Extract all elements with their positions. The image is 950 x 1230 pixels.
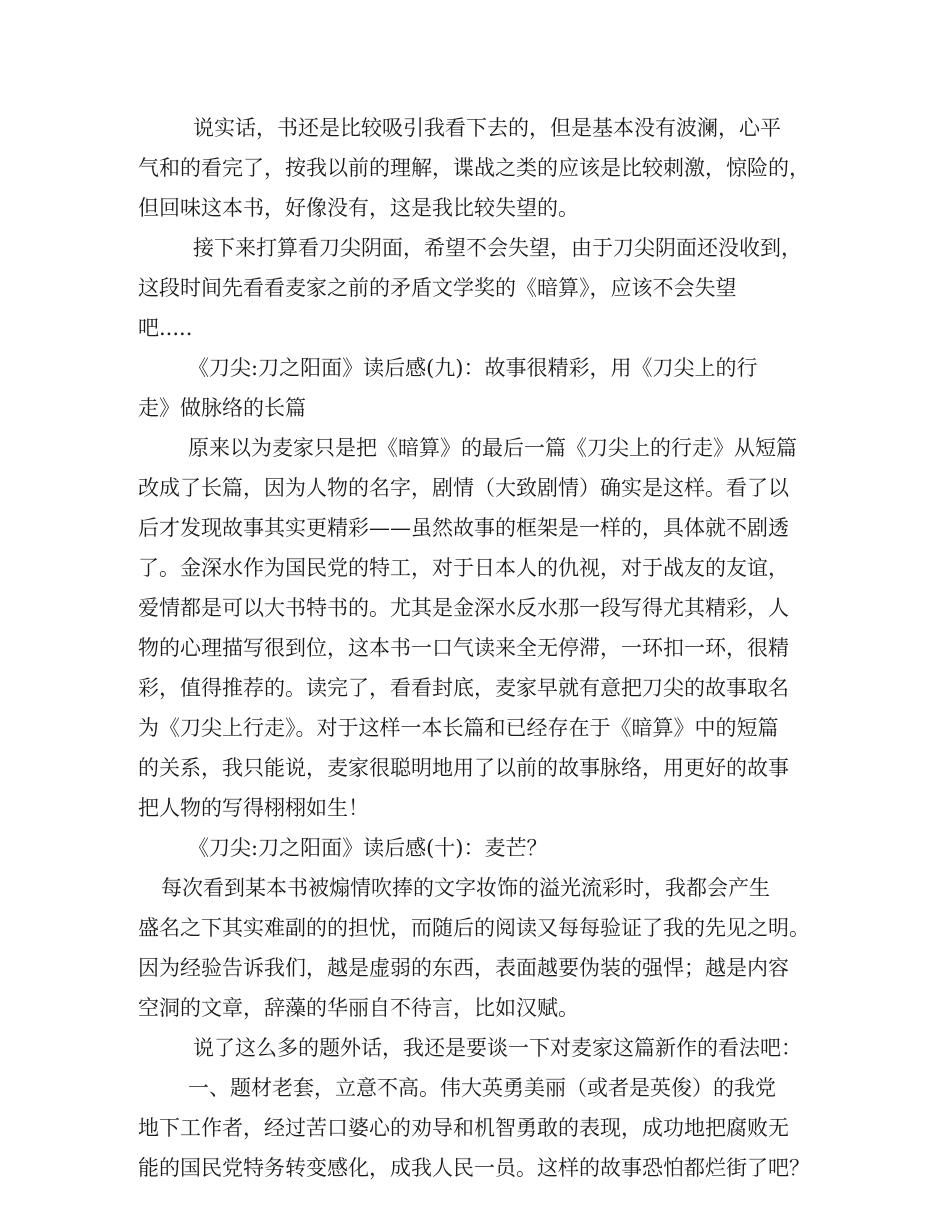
text-line: 爱情都是可以大书特书的。尤其是金深水反水那一段写得尤其精彩，人 (138, 596, 789, 620)
text-line: 空洞的文章，辞藻的华丽自不待言，比如汉赋。 (138, 996, 579, 1020)
text-line: 这段时间先看看麦家之前的矛盾文学奖的《暗算》，应该不会失望 (138, 276, 737, 300)
text-line: 接下来打算看刀尖阴面，希望不会失望，由于刀尖阴面还没收到， (193, 236, 802, 260)
text-line: 改成了长篇，因为人物的名字，剧情（大致剧情）确实是这样。看了以 (138, 476, 789, 500)
text-line: 但回味这本书，好像没有，这是我比较失望的。 (138, 196, 579, 220)
text-line: 说了这么多的题外话，我还是要谈一下对麦家这篇新作的看法吧： (193, 1036, 802, 1060)
text-line: 后才发现故事其实更精彩——虽然故事的框架是一样的，具体就不剧透 (138, 516, 789, 540)
text-line: 盛名之下其实难副的的担忧，而随后的阅读又每每验证了我的先见之明。 (138, 916, 810, 940)
text-line: 为《刀尖上行走》。对于这样一本长篇和已经存在于《暗算》中的短篇 (138, 716, 779, 740)
text-line: 彩，值得推荐的。读完了，看看封底，麦家早就有意把刀尖的故事取名 (138, 676, 789, 700)
text-line: 气和的看完了，按我以前的理解，谍战之类的应该是比较刺激，惊险的， (138, 156, 810, 180)
text-line: 一、题材老套，立意不高。伟大英勇美丽（或者是英俊）的我党 (188, 1076, 776, 1100)
text-line: 了。金深水作为国民党的特工，对于日本人的仇视，对于战友的友谊， (138, 556, 789, 580)
section-heading: 《刀尖:刀之阳面》读后感(十)：麦芒？ (188, 836, 548, 860)
text-line: 地下工作者，经过苦口婆心的劝导和机智勇敢的表现，成功地把腐败无 (138, 1116, 789, 1140)
section-heading: 《刀尖:刀之阳面》读后感(九)：故事很精彩，用《刀尖上的行 (188, 356, 758, 380)
text-line: 把人物的写得栩栩如生！ (138, 796, 369, 820)
text-line: 吧..... (138, 316, 193, 340)
text-line: 物的心理描写很到位，这本书一口气读来全无停滞，一环扣一环，很精 (138, 636, 789, 660)
text-line: 每次看到某本书被煽情吹捧的文字妆饰的溢光流彩时，我都会产生 (161, 876, 770, 900)
text-line: 能的国民党特务转变感化，成我人民一员。这样的故事恐怕都烂街了吧？ (138, 1156, 810, 1180)
section-heading: 走》做脉络的长篇 (138, 396, 306, 420)
text-line: 原来以为麦家只是把《暗算》的最后一篇《刀尖上的行走》从短篇 (188, 436, 797, 460)
text-line: 因为经验告诉我们，越是虚弱的东西，表面越要伪装的强悍；越是内容 (138, 956, 789, 980)
text-line: 的关系，我只能说，麦家很聪明地用了以前的故事脉络，用更好的故事 (138, 756, 789, 780)
text-line: 说实话，书还是比较吸引我看下去的，但是基本没有波澜，心平 (193, 116, 781, 140)
